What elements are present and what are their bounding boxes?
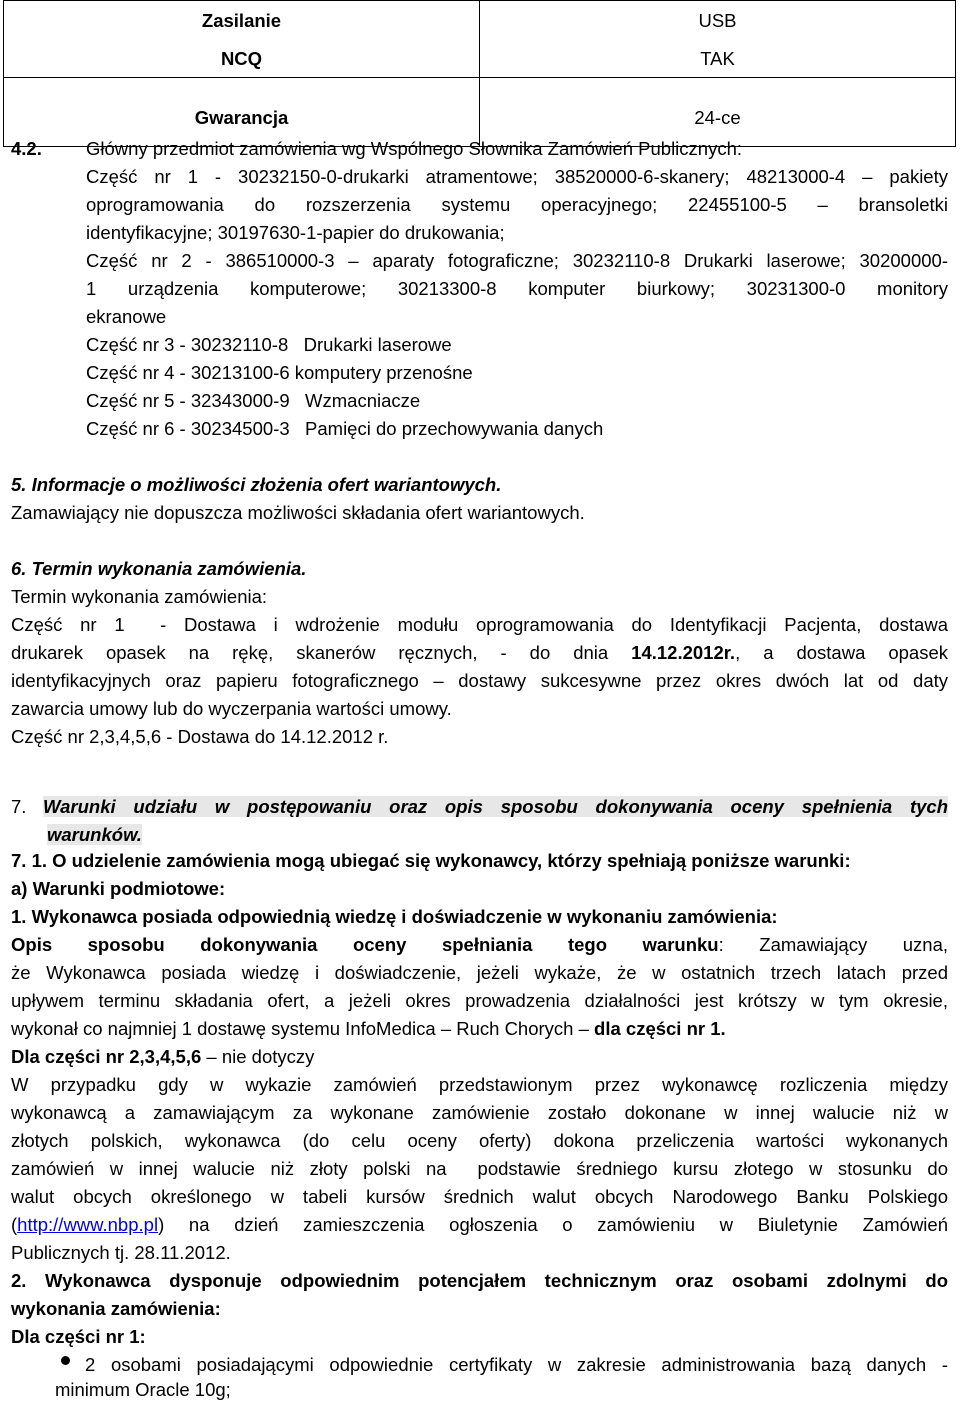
paragraph-line: Część nr 1 - 30232150-0-drukarki atramentowe; 38520000-6-skanery; 48213000-4 – pakiety	[86, 166, 948, 187]
subsection-heading: 7. 1. O udzielenie zamówienia mogą ubiegać się wykonawcy, którzy spełniają poniższe warunki:	[11, 850, 851, 871]
section-heading: Warunki udziału w postępowaniu oraz opis sposobu dokonywania oceny spełnienia tych	[43, 796, 948, 817]
part-line: Część nr 4 - 30213100-6 komputery przenośne	[86, 362, 473, 383]
paragraph-line: Publicznych tj. 28.11.2012.	[11, 1242, 231, 1263]
paragraph-line: Termin wykonania zamówienia:	[11, 586, 268, 607]
section-heading: 6. Termin wykonania zamówienia.	[11, 558, 307, 579]
part-line: Część nr 6 - 30234500-3 Pamięci do przechowywania danych	[86, 418, 604, 439]
paragraph-line: wykonawcą a zamawiającym za wykonane zamówienie zostało dokonane w innej walucie niż w	[11, 1102, 948, 1123]
condition-heading: 2. Wykonawca dysponuje odpowiednim potencjałem technicznym oraz osobami zdolnymi do	[11, 1270, 948, 1291]
table-value: TAK	[480, 41, 956, 78]
paragraph-line: Część nr 2,3,4,5,6 - Dostawa do 14.12.2012 r.	[11, 726, 389, 747]
table-key: NCQ	[4, 41, 480, 78]
nbp-link[interactable]: http://www.nbp.pl	[17, 1214, 159, 1235]
paragraph-line: Zamawiający nie dopuszcza możliwości składania ofert wariantowych.	[11, 502, 585, 523]
paragraph-line: ekranowe	[86, 306, 167, 327]
list-item: minimum Oracle 10g;	[55, 1379, 231, 1400]
bullet-icon	[61, 1356, 70, 1365]
paragraph-line: (http://www.nbp.pl) na dzień zamieszczenia ogłoszenia o zamówieniu w Biuletynie Zamówień	[11, 1214, 948, 1235]
paragraph-line: walut obcych określonego w tabeli kursów średnich walut obcych Narodowego Banku Polskiego	[11, 1186, 948, 1207]
table-row	[4, 41, 956, 78]
paragraph-line: 1 urządzenia komputerowe; 30213300-8 komputer biurkowy; 30231300-0 monitory	[86, 278, 948, 299]
table-row	[4, 1, 956, 42]
paragraph-line: Opis sposobu dokonywania oceny spełniania tego warunku: Zamawiający uzna,	[11, 934, 948, 955]
paragraph-line: że Wykonawca posiada wiedzę i doświadczenie, jeżeli wykaże, że w ostatnich trzech latach przed	[11, 962, 948, 983]
spec-table	[3, 0, 956, 147]
paragraph-line: złotych polskich, wykonawca (do celu oceny oferty) dokona przeliczenia wartości wykonanych	[11, 1130, 948, 1151]
subsection-heading: Dla części nr 1:	[11, 1326, 146, 1347]
paragraph-line: W przypadku gdy w wykazie zamówień przedstawionym przez wykonawcę rozliczenia między	[11, 1074, 948, 1095]
paragraph-line: oprogramowania do rozszerzenia systemu operacyjnego; 22455100-5 – bransoletki	[86, 194, 948, 215]
paragraph-line: identyfikacyjne; 30197630-1-papier do drukowania;	[86, 222, 505, 243]
section-number: 4.2.	[11, 138, 42, 159]
condition-heading: wykonania zamówienia:	[11, 1298, 221, 1319]
table-key: Gwarancja	[4, 78, 480, 147]
paragraph-line: Dla części nr 2,3,4,5,6 – nie dotyczy	[11, 1046, 315, 1067]
table-value: USB	[480, 1, 956, 42]
table-value: 24-ce	[480, 78, 956, 147]
paragraph-line: wykonał co najmniej 1 dostawę systemu InfoMedica – Ruch Chorych – dla części nr 1.	[11, 1018, 726, 1039]
paragraph-line: identyfikacyjnych oraz papieru fotograficznego – dostawy sukcesywne przez okres dwóch lat od daty	[11, 670, 948, 691]
section-heading: warunków.	[47, 824, 142, 845]
part-line: Część nr 3 - 30232110-8 Drukarki laserowe	[86, 334, 452, 355]
part-line: Część nr 5 - 32343000-9 Wzmacniacze	[86, 390, 421, 411]
paragraph-line: upływem terminu składania ofert, a jeżeli okres prowadzenia działalności jest krótszy w tym okresie,	[11, 990, 948, 1011]
paragraph-line: Część nr 1 - Dostawa i wdrożenie modułu oprogramowania do Identyfikacji Pacjenta, dostawa	[11, 614, 948, 635]
section-title: Główny przedmiot zamówienia wg Wspólnego Słownika Zamówień Publicznych:	[86, 138, 743, 159]
section-number: 7.	[11, 796, 27, 817]
paragraph-line: zawarcia umowy lub do wyczerpania wartości umowy.	[11, 698, 452, 719]
table-key: Zasilanie	[4, 1, 480, 42]
paragraph-line: drukarek opasek na rękę, skanerów ręcznych, - do dnia 14.12.2012r., a dostawa opasek	[11, 642, 948, 663]
condition-heading: 1. Wykonawca posiada odpowiednią wiedzę i doświadczenie w wykonaniu zamówienia:	[11, 906, 778, 927]
paragraph-line: Część nr 2 - 386510000-3 – aparaty fotograficzne; 30232110-8 Drukarki laserowe; 30200000-	[86, 250, 948, 271]
list-item: 2 osobami posiadającymi odpowiednie certyfikaty w zakresie administrowania bazą danych -	[85, 1354, 948, 1375]
paragraph-line: zamówień w innej walucie niż złoty polski na podstawie średniego kursu złotego w stosunku do	[11, 1158, 948, 1179]
section-heading: 5. Informacje o możliwości złożenia ofert wariantowych.	[11, 474, 502, 495]
subsection-heading: a) Warunki podmiotowe:	[11, 878, 226, 899]
